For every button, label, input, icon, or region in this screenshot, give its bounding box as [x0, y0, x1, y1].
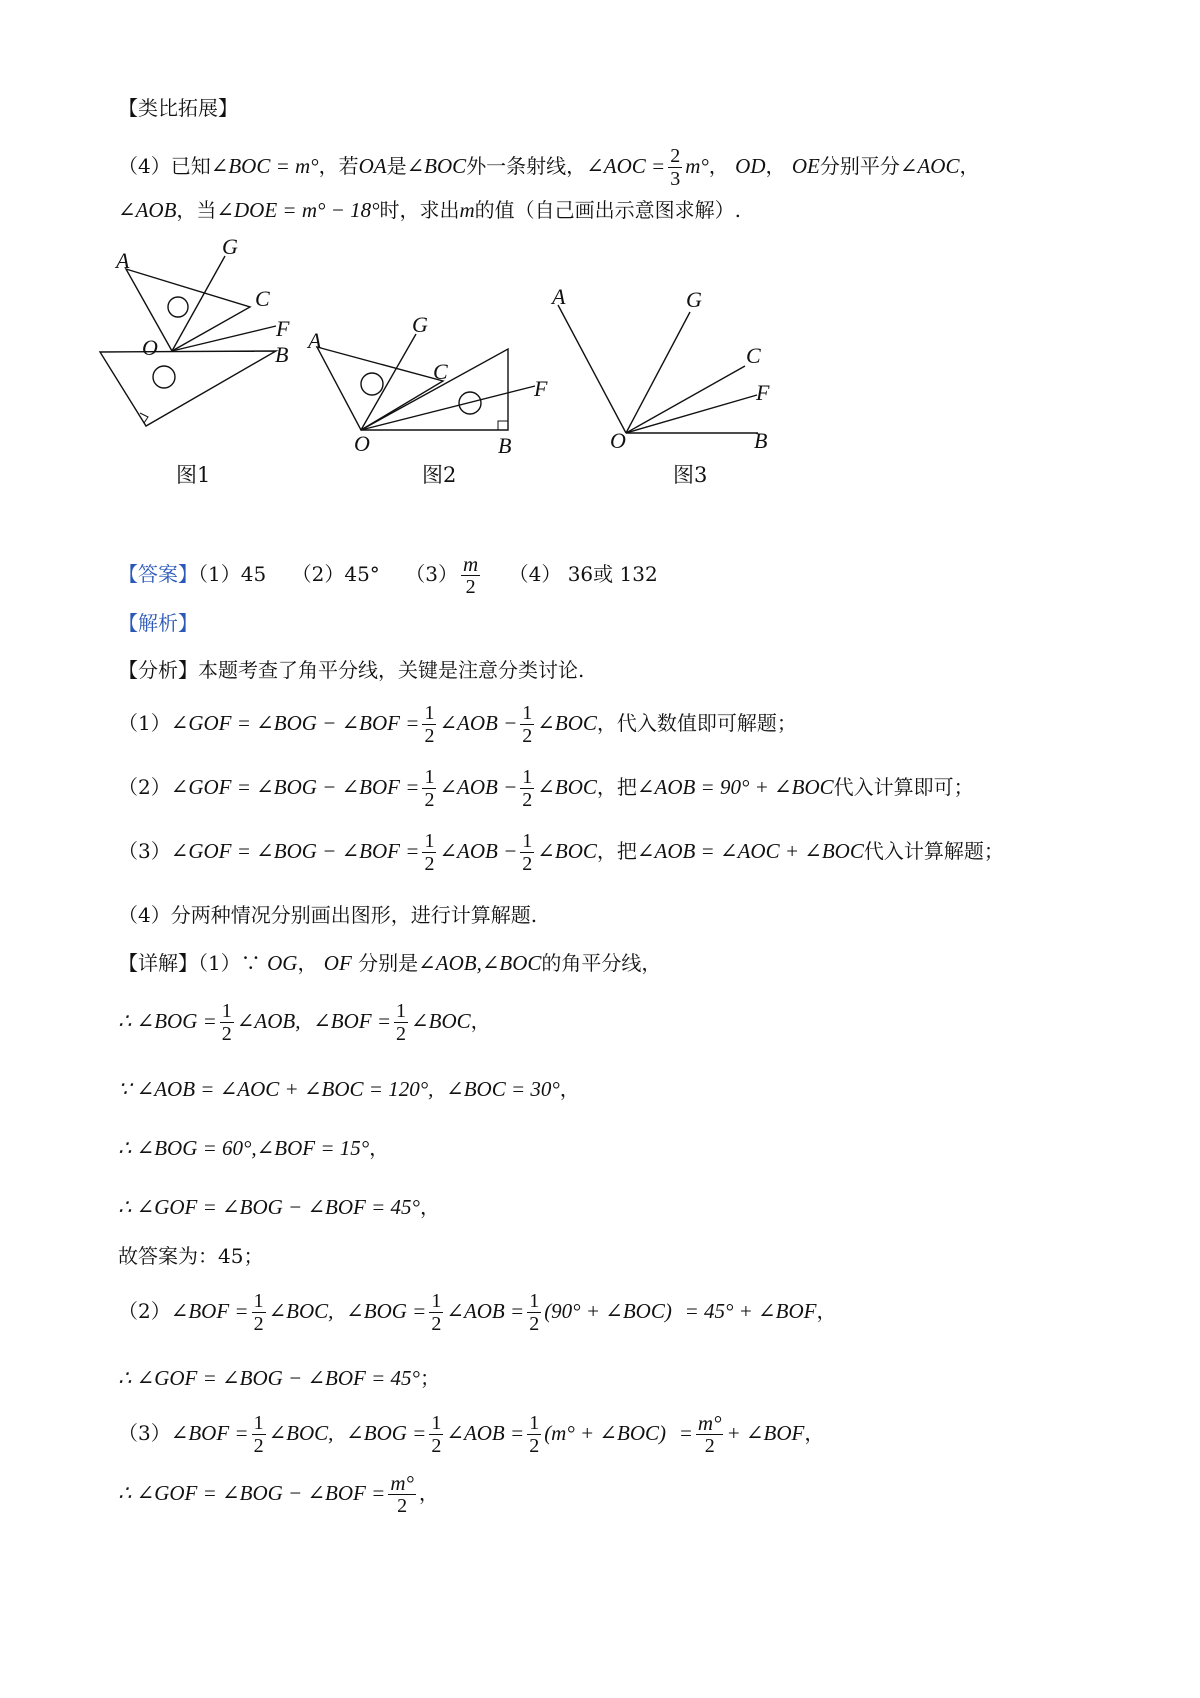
- fig1-circle-lower: [153, 366, 175, 388]
- fig2-label-C: C: [433, 359, 448, 384]
- fig1-label-F: F: [276, 316, 290, 341]
- fig2-label-G: G: [412, 312, 428, 337]
- detail-line-7: （2）∠BOF = $\frac{1}{2}$ ∠BOC, ∠BOG = $\frac{1}{2}$ ∠AOB = $\frac{1}{2}$ (90° + ∠BOC) = 45° + ∠BOF，: [118, 1290, 837, 1335]
- detail-line-5: ∴ ∠GOF = ∠BOG − ∠BOF = 45°，: [118, 1195, 440, 1219]
- figure-2: [306, 312, 548, 487]
- fig2-label-B: B: [498, 433, 512, 458]
- fig1-label-G: G: [222, 234, 238, 259]
- fig2-right-angle: [498, 421, 508, 430]
- analysis-step-1: （1）∠GOF = ∠BOG − ∠BOF = $\frac{1}{2}$ ∠AOB − $\frac{1}{2}$ ∠BOC，代入数值即可解题；: [118, 702, 797, 747]
- detail-line-8: ∴ ∠GOF = ∠BOG − ∠BOF = 45°；: [118, 1366, 440, 1390]
- fig1-label-A: A: [116, 248, 130, 273]
- fig3-label-F: F: [756, 380, 770, 405]
- detail-line-2: ∴ ∠BOG = $\frac{1}{2}$ ∠AOB, ∠BOF = $\frac{1}{2}$ ∠BOC，: [118, 1000, 491, 1045]
- detail-line-9: （3）∠BOF = $\frac{1}{2}$ ∠BOC, ∠BOG = $\frac{1}{2}$ ∠AOB = $\frac{1}{2}$ (m° + ∠BOC) = $\frac{m^\circ}{2}$ + ∠BOF，: [118, 1411, 825, 1457]
- analysis-step-3: （3）∠GOF = ∠BOG − ∠BOF = $\frac{1}{2}$ ∠AOB − $\frac{1}{2}$ ∠BOC，把∠AOB = ∠AOC + ∠BOC代入计算解题；: [118, 830, 1004, 875]
- fig3-label-O: O: [610, 428, 626, 453]
- fig1-triangle-lower: [100, 351, 276, 426]
- analysis-summary: 【分析】本题考查了角平分线，关键是注意分类讨论.: [118, 658, 585, 682]
- fig3-caption: 图3: [673, 463, 708, 487]
- problem-line-2: ∠AOB，当∠DOE = m° − 18°时，求出m的值（自己画出示意图求解）.: [118, 198, 742, 222]
- detail-line-10: ∴ ∠GOF = ∠BOG − ∠BOF = $\frac{m^\circ}{2}$ ，: [118, 1471, 439, 1517]
- fig1-circle-upper: [168, 297, 188, 317]
- fig2-label-F: F: [534, 376, 548, 401]
- fig1-caption: 图1: [176, 463, 211, 487]
- figure-1: [100, 234, 290, 487]
- fig3-ray-OA: [558, 305, 626, 433]
- fig2-circle-a: [361, 373, 383, 395]
- analysis-step-4: （4）分两种情况分别画出图形，进行计算解题.: [118, 903, 538, 927]
- fig3-label-G: G: [686, 287, 702, 312]
- fig2-ray-OF: [361, 386, 535, 430]
- section-heading: 【类比拓展】: [118, 96, 238, 120]
- fig3-label-C: C: [746, 343, 761, 368]
- fig3-label-B: B: [754, 428, 768, 453]
- fig2-triangle-a: [317, 347, 443, 430]
- fig2-caption: 图2: [422, 463, 457, 487]
- fig1-label-B: B: [275, 342, 289, 367]
- fig2-label-A: A: [308, 328, 322, 353]
- detail-line-1: 【详解】（1）∵ OG， OF 分别是∠AOB,∠BOC的角平分线，: [118, 951, 662, 975]
- fig3-ray-OF: [626, 395, 757, 433]
- fig1-label-O: O: [142, 335, 158, 360]
- analysis-step-2: （2）∠GOF = ∠BOG − ∠BOF = $\frac{1}{2}$ ∠AOB − $\frac{1}{2}$ ∠BOC，把∠AOB = 90° + ∠BOC代入计算即可；: [118, 766, 974, 811]
- analysis-heading: 【解析】: [118, 611, 198, 635]
- detail-line-6: 故答案为：45；: [118, 1244, 264, 1268]
- figures: [100, 234, 860, 530]
- detail-line-4: ∴ ∠BOG = 60°,∠BOF = 15°，: [118, 1136, 390, 1160]
- fig1-ray-OF: [172, 326, 276, 351]
- fig1-label-C: C: [255, 286, 270, 311]
- figure-3: [550, 284, 770, 487]
- answer-line: 【答案】（1）45 （2）45° （3） $\frac{m}{2}$ （4） 36或 132: [118, 552, 658, 598]
- fig3-label-A: A: [552, 284, 566, 309]
- problem-line-1: （4）已知∠BOC = m°，若OA是∠BOC外一条射线，∠AOC = $\frac{2}{3}$ m°， OD， OE分别平分∠AOC，: [118, 145, 980, 190]
- fig2-label-O: O: [354, 431, 370, 456]
- detail-line-3: ∵ ∠AOB = ∠AOC + ∠BOC = 120°, ∠BOC = 30°，: [118, 1077, 580, 1101]
